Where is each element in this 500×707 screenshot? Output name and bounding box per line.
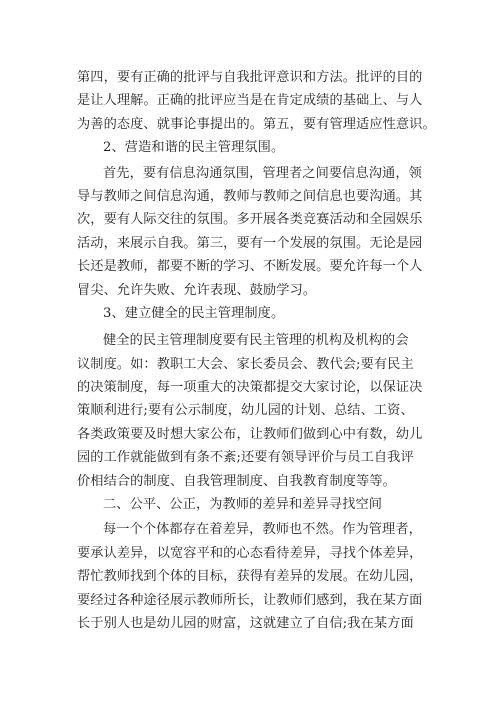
text-line: 次，要有人际交往的氛围。多开展各类竞赛活动和全园娱乐 bbox=[77, 212, 423, 228]
document-body bbox=[77, 66, 436, 635]
paragraph-manners bbox=[77, 66, 436, 136]
text-line: 第四，要有正确的批评与自我批评意识和方法。批评的目的 bbox=[77, 70, 423, 85]
text-line: 冒尖、允许失败、允许表现、鼓励学习。 bbox=[77, 282, 317, 298]
text-line: 长还是教师，都要不断的学习、不断发展。要允许每一个人 bbox=[77, 259, 423, 275]
text-line: 活动，来展示自我。第三，要有一个发展的氛围。无论是园 bbox=[77, 235, 423, 251]
text-line: 的决策制度，每一项重大的决策都提交大家讨论，以保证决 bbox=[77, 380, 423, 396]
text-line: 首先，要有信息沟通氛围，管理者之间要信息沟通，领 bbox=[103, 165, 422, 181]
text-line: 导与教师之间信息沟通，教师与教师之间信息也要沟通。其 bbox=[77, 188, 423, 204]
text-line: 要经过各种途径展示教师所长，让教师们感到，我在某方面 bbox=[77, 592, 423, 608]
section-heading: 3、建立健全的民主管理制度。 bbox=[103, 305, 285, 321]
text-line: 是让人理解。正确的批评应当是在肯定成绩的基础上、与人 bbox=[77, 93, 423, 109]
text-line: 议制度。如：教职工大会、家长委员会、教代会;要有民主 bbox=[77, 356, 414, 372]
section-heading: 二、公平、公正，为教师的差异和差异寻找空间 bbox=[103, 497, 383, 513]
text-line: 价相结合的制度、自我管理制度、自我教育制度等等。 bbox=[77, 473, 396, 489]
text-line: 每一个个体都存在着差异，教师也不然。作为管理者， bbox=[103, 522, 422, 538]
paragraph-atmosphere bbox=[77, 162, 433, 302]
paragraph-difference bbox=[77, 518, 433, 635]
section-heading: 2、营造和谐的民主管理氛围。 bbox=[103, 140, 285, 156]
text-line: 园的工作就能做到有条不紊;还要有领导评价与员工自我评 bbox=[77, 450, 414, 466]
text-line: 为善的态度、就事论事提出的。第五，要有管理适应性意识。 bbox=[77, 116, 436, 132]
text-line: 策顺利进行;要有公示制度，幼儿园的计划、总结、工资、 bbox=[77, 403, 414, 419]
text-line: 要承认差异，以宽容平和的心态看待差异，寻找个体差异， bbox=[77, 545, 423, 561]
text-line: 帮忙教师找到个体的目标，获得有差异的发展。在幼儿园， bbox=[77, 569, 423, 585]
text-line: 健全的民主管理制度要有民主管理的机构及机构的会 bbox=[103, 333, 409, 349]
text-line: 长于别人也是幼儿园的财富，这就建立了自信;我在某方面 bbox=[77, 615, 414, 631]
text-line: 各类政策要及时想大家公布，让教师们做到心中有数，幼儿 bbox=[77, 426, 423, 442]
paragraph-system bbox=[77, 329, 433, 493]
